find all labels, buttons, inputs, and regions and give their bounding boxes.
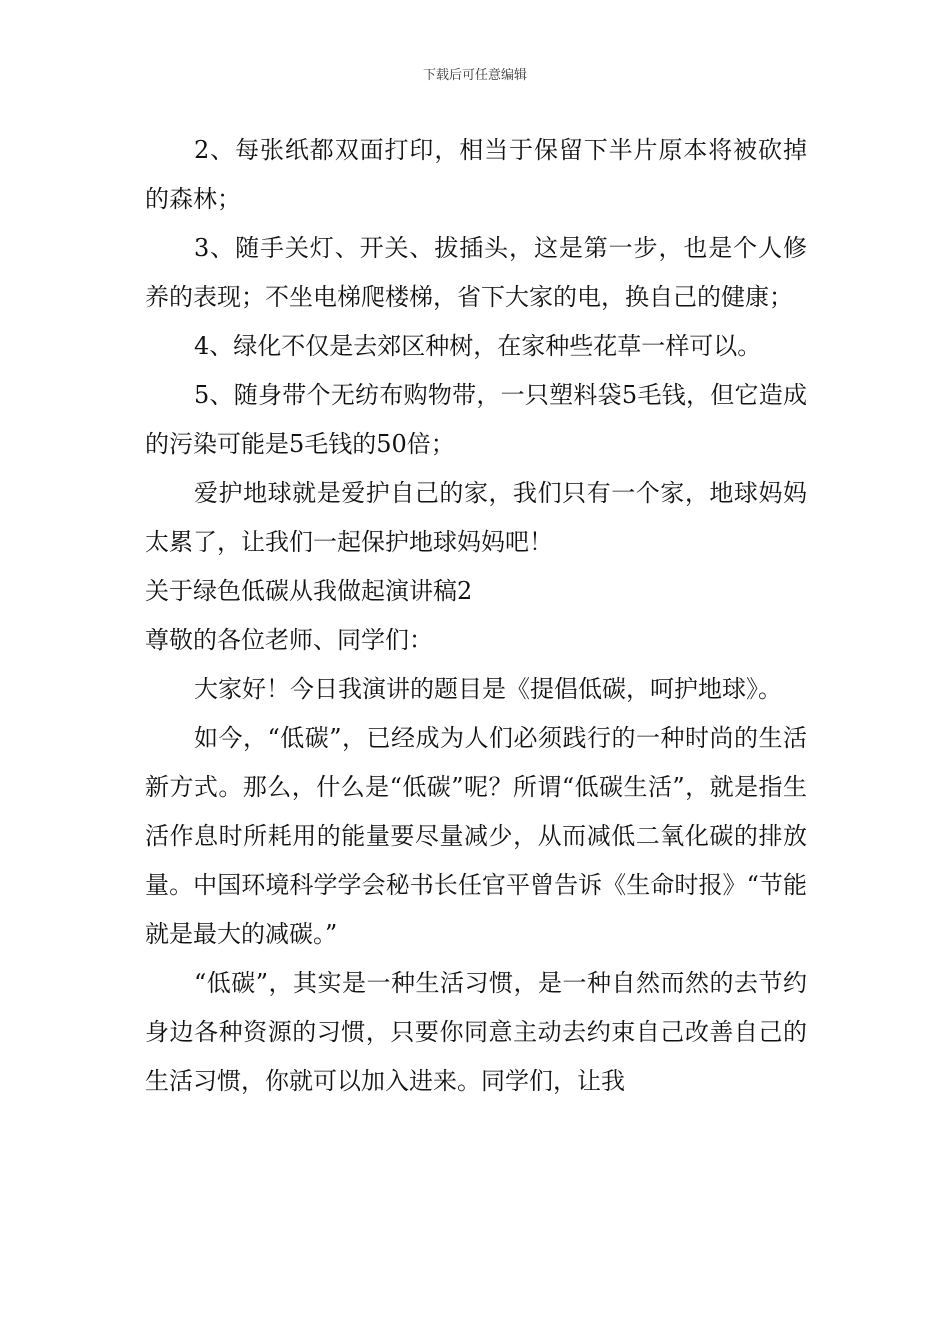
paragraph-greeting: 大家好！今日我演讲的题目是《提倡低碳，呵护地球》。	[194, 675, 782, 703]
paragraph-low-carbon-definition: 如今，“低碳”，已经成为人们必须践行的一种时尚的生活新方式。那么，什么是“低碳”呢？所谓“低碳生活”，就是指生活作息时所耗用的能量要尽量减少，从而减低二氧化碳的排放量。中国环境科学学会秘书长任官平曾告诉《生命时报》“节能就是最大的减碳。”	[145, 724, 807, 948]
document-body	[145, 126, 807, 1106]
paragraph-low-carbon-habit: “低碳”，其实是一种生活习惯，是一种自然而然的去节约身边各种资源的习惯，只要你同意主动去约束自己改善自己的生活习惯，你就可以加入进来。同学们，让我	[145, 969, 807, 1095]
paragraph-tip-5: 5、随身带个无纺布购物带，一只塑料袋5毛钱，但它造成的污染可能是5毛钱的50倍；	[145, 381, 807, 458]
paragraph-tip-3: 3、随手关灯、开关、拔插头，这是第一步，也是个人修养的表现；不坐电梯爬楼梯，省下大家的电，换自己的健康；	[145, 234, 807, 311]
paragraph-tip-4: 4、绿化不仅是去郊区种树，在家种些花草一样可以。	[194, 332, 762, 360]
paragraph-closing: 爱护地球就是爱护自己的家，我们只有一个家，地球妈妈太累了，让我们一起保护地球妈妈吧！	[145, 479, 807, 556]
page-header: 下载后可任意编辑	[422, 68, 527, 83]
section-title: 关于绿色低碳从我做起演讲稿2	[145, 577, 473, 605]
paragraph-tip-2: 2、每张纸都双面打印，相当于保留下半片原本将被砍掉的森林；	[145, 136, 807, 213]
salutation: 尊敬的各位老师、同学们：	[145, 626, 433, 654]
